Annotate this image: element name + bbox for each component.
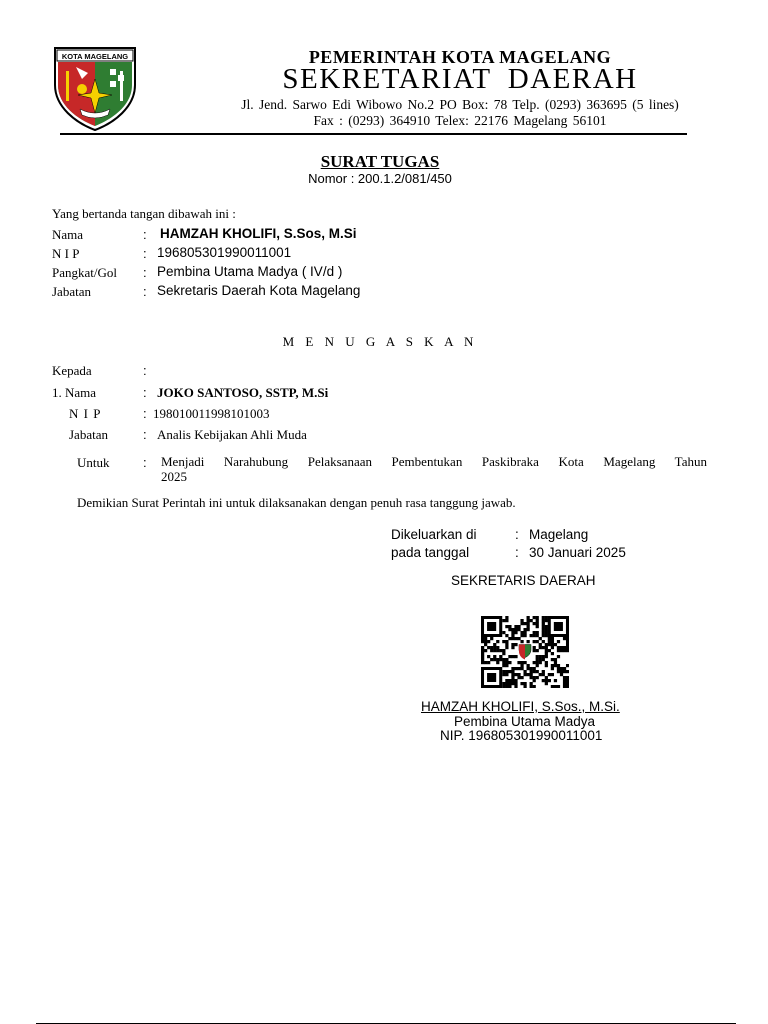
signatory-nip-sep: :: [143, 246, 147, 261]
issued-place-value: Magelang: [529, 527, 589, 542]
assignee-name-value: JOKO SANTOSO, SSTP, M.Si: [157, 385, 329, 400]
signatory-name-value: HAMZAH KHOLIFI, S.Sos, M.Si: [160, 226, 357, 241]
assignee-nip-sep: :: [143, 406, 147, 421]
issued-place-label: Dikeluarkan di: [391, 527, 477, 542]
signatory-position-value: Sekretaris Daerah Kota Magelang: [157, 283, 361, 298]
signer-nip: NIP. 196805301990011001: [440, 728, 603, 743]
kepada-label: Kepada: [52, 363, 92, 378]
signatory-position-label: Jabatan: [52, 284, 91, 299]
signatory-rank-sep: :: [143, 265, 147, 280]
purpose-label: Untuk: [77, 455, 110, 470]
signer-position: SEKRETARIS DAERAH: [451, 573, 596, 588]
kota-magelang-logo: [52, 45, 138, 131]
closing-statement: Demikian Surat Perintah ini untuk dilaksanakan dengan penuh rasa tanggung jawab.: [77, 495, 516, 510]
signatory-name-label: Nama: [52, 227, 84, 242]
kepada-sep: :: [143, 363, 147, 378]
signer-rank: Pembina Utama Madya: [454, 714, 596, 729]
issued-date-sep: :: [515, 545, 519, 560]
assignee-nip-value: 198010011998101003: [153, 406, 270, 421]
department-name: SEKRETARIAT DAERAH: [282, 63, 638, 95]
signatory-rank-value: Pembina Utama Madya ( IV/d ): [157, 264, 343, 279]
signatory-intro: Yang bertanda tangan dibawah ini :: [52, 206, 236, 221]
qr-code-icon: [481, 616, 569, 688]
government-name: PEMERINTAH KOTA MAGELANG: [308, 47, 612, 67]
document-number: Nomor : 200.1.2/081/450: [308, 171, 452, 186]
signatory-name-sep: :: [143, 227, 147, 242]
purpose-value-line-2: 2025: [161, 469, 187, 484]
header-divider: [60, 133, 687, 135]
assignee-name-sep: :: [143, 385, 147, 400]
signatory-nip-value: 196805301990011001: [157, 245, 292, 260]
assignee-position-sep: :: [143, 427, 147, 442]
signatory-rank-label: Pangkat/Gol: [52, 265, 117, 280]
logo-caption: KOTA MAGELANG: [61, 52, 129, 61]
assignee-position-value: Analis Kebijakan Ahli Muda: [157, 427, 307, 442]
address-line-1: Jl. Jend. Sarwo Edi Wibowo No.2 PO Box: 78 Telp. (0293) 363695 (5 lines): [241, 97, 679, 112]
issued-date-value: 30 Januari 2025: [529, 545, 626, 560]
issued-date-label: pada tanggal: [391, 545, 470, 560]
issued-place-sep: :: [515, 527, 519, 542]
purpose-value-line-1: Menjadi Narahubung Pelaksanaan Pembentukan Paskibraka Kota Magelang Tahun: [161, 454, 707, 469]
signatory-position-sep: :: [143, 284, 147, 299]
signatory-nip-label: N I P: [52, 246, 80, 261]
purpose-sep: :: [143, 455, 147, 470]
document-title: SURAT TUGAS: [320, 152, 440, 171]
assignee-name-label: 1. Nama: [52, 385, 97, 400]
instruction-heading: M E N U G A S K A N: [282, 334, 478, 349]
address-line-2: Fax : (0293) 364910 Telex: 22176 Magelang 56101: [313, 113, 607, 128]
signer-name: HAMZAH KHOLIFI, S.Sos., M.Si.: [421, 699, 620, 714]
assignee-position-label: Jabatan: [69, 427, 108, 442]
assignee-nip-label: N I P: [69, 406, 102, 421]
